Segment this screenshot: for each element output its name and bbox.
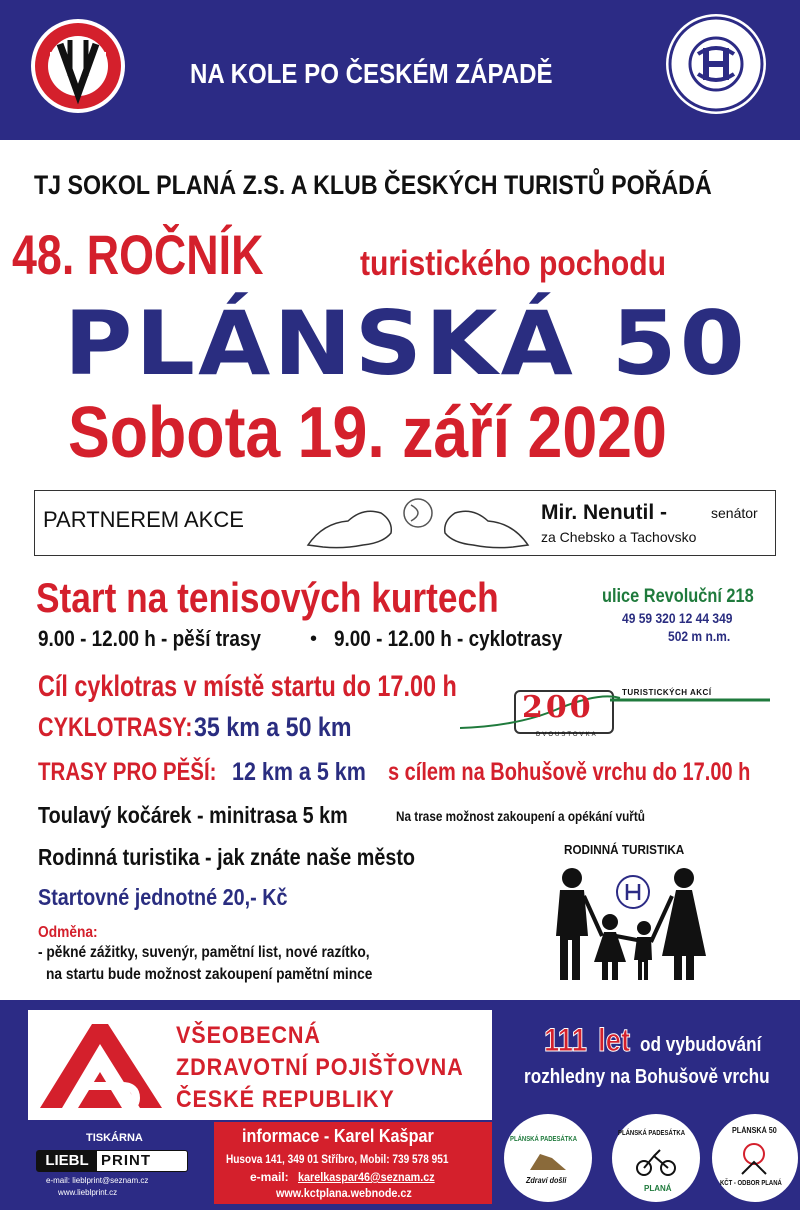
badge-200-bottom: DVOUSTOVKA bbox=[536, 732, 598, 738]
info-title: informace - Karel Kašpar bbox=[242, 1126, 434, 1146]
ivv-logo bbox=[28, 16, 128, 116]
badge-200 bbox=[460, 684, 780, 744]
badge-200-right: TURISTICKÝCH AKCÍ bbox=[622, 688, 712, 697]
printer-logo-left: LIEBL bbox=[37, 1151, 97, 1171]
event-date: Sobota 19. září 2020 bbox=[68, 393, 667, 473]
badge-3-top: PLÁNSKÁ 50 bbox=[732, 1126, 777, 1135]
finish-line: Cíl cyklotras v místě startu do 17.00 h bbox=[38, 670, 457, 703]
badge-2-bottom: PLANÁ bbox=[644, 1184, 672, 1193]
partner-role: senátor bbox=[711, 505, 758, 521]
printer-email[interactable]: e-mail: lieblprint@seznam.cz bbox=[46, 1176, 149, 1185]
start-street: ulice Revoluční 218 bbox=[602, 586, 754, 607]
vzp-line2: ZDRAVOTNÍ POJIŠŤOVNA bbox=[176, 1054, 464, 1081]
times-bullet: • bbox=[310, 628, 318, 650]
anniversary-number: 111 bbox=[544, 1022, 587, 1058]
printer-logo bbox=[36, 1150, 188, 1172]
walk-label: TRASY PRO PĚŠÍ: bbox=[38, 758, 217, 786]
info-web[interactable]: www.kctplana.webnode.cz bbox=[276, 1186, 412, 1200]
start-title: Start na tenisových kurtech bbox=[36, 574, 499, 621]
fee-line: Startovné jednotné 20,- Kč bbox=[38, 884, 288, 910]
reward-line2: na startu bude možnost zakoupení pamětní mince bbox=[46, 966, 373, 983]
walk-times: 9.00 - 12.00 h - pěší trasy bbox=[38, 626, 261, 651]
stroller-note: Na trase možnost zakoupení a opékání vuřtů bbox=[396, 808, 645, 824]
lions-emblem bbox=[303, 493, 533, 553]
vzp-box bbox=[28, 1010, 492, 1120]
partner-name: Mir. Nenutil - bbox=[541, 501, 667, 524]
start-altitude: 502 m n.m. bbox=[668, 628, 731, 644]
cycle-label: CYKLOTRASY: bbox=[38, 712, 193, 742]
organizer-line: TJ SOKOL PLANÁ Z.S. A KLUB ČESKÝCH TURISTŮ POŘÁDÁ bbox=[34, 170, 712, 200]
info-email-label: e-mail: bbox=[250, 1170, 289, 1184]
info-address: Husova 141, 349 01 Stříbro, Mobil: 739 578 951 bbox=[226, 1152, 449, 1166]
walk-value: 12 km a 5 km bbox=[232, 758, 366, 786]
partner-box bbox=[34, 490, 776, 556]
reward-title: Odměna: bbox=[38, 924, 98, 941]
vzp-line1: VŠEOBECNÁ bbox=[176, 1022, 321, 1049]
info-email[interactable]: karelkaspar46@seznam.cz bbox=[298, 1170, 435, 1184]
bike-times: 9.00 - 12.00 h - cyklotrasy bbox=[334, 626, 563, 651]
badge-1-top: PLÁNSKÁ PADESÁTKA bbox=[510, 1136, 578, 1143]
badge-padesatka-1 bbox=[504, 1114, 592, 1202]
info-box bbox=[214, 1122, 492, 1204]
edition-number: 48. ROČNÍK bbox=[12, 223, 264, 286]
partner-label: PARTNEREM AKCE bbox=[43, 507, 244, 532]
family-logo-title: RODINNÁ TURISTIKA bbox=[564, 842, 685, 857]
edition-suffix: turistického pochodu bbox=[360, 244, 667, 283]
anniversary-word: let bbox=[598, 1022, 631, 1058]
badge-padesatka-2 bbox=[612, 1114, 700, 1202]
header-title: NA KOLE PO ČESKÉM ZÁPADĚ bbox=[190, 58, 553, 89]
family-line: Rodinná turistika - jak znáte naše město bbox=[38, 844, 416, 870]
badge-1-bottom: Zdraví došli bbox=[526, 1176, 567, 1185]
event-name: PLÁNSKÁ 50 bbox=[64, 292, 748, 395]
anniversary-rest: od vybudování bbox=[640, 1034, 762, 1056]
badge-200-number: 200 bbox=[522, 690, 594, 725]
badge-planska-50 bbox=[712, 1114, 798, 1202]
family-tourism-logo bbox=[548, 842, 718, 982]
vzp-line3: ČESKÉ REPUBLIKY bbox=[176, 1086, 395, 1113]
start-phones: 49 59 320 12 44 349 bbox=[622, 610, 733, 626]
kct-logo bbox=[664, 12, 768, 116]
walk-suffix: s cílem na Bohušově vrchu do 17.00 h bbox=[388, 758, 751, 786]
printer-web[interactable]: www.lieblprint.cz bbox=[58, 1188, 118, 1197]
reward-line1: - pěkné zážitky, suvenýr, pamětní list, nové razítko, bbox=[38, 944, 370, 961]
badge-3-bottom: KČT - ODBOR PLANÁ bbox=[720, 1180, 782, 1187]
cycle-value: 35 km a 50 km bbox=[194, 712, 352, 742]
printer-block bbox=[36, 1132, 196, 1202]
printer-label: TISKÁRNA bbox=[86, 1132, 143, 1144]
vzp-logo-icon bbox=[32, 1016, 172, 1116]
badge-2-top: PLÁNSKÁ PADESÁTKA bbox=[618, 1130, 686, 1137]
anniversary-line2: rozhledny na Bohušově vrchu bbox=[524, 1066, 770, 1088]
partner-region: za Chebsko a Tachovsko bbox=[541, 529, 697, 545]
printer-logo-right: PRINT bbox=[101, 1152, 151, 1169]
stroller-line: Toulavý kočárek - minitrasa 5 km bbox=[38, 802, 348, 828]
